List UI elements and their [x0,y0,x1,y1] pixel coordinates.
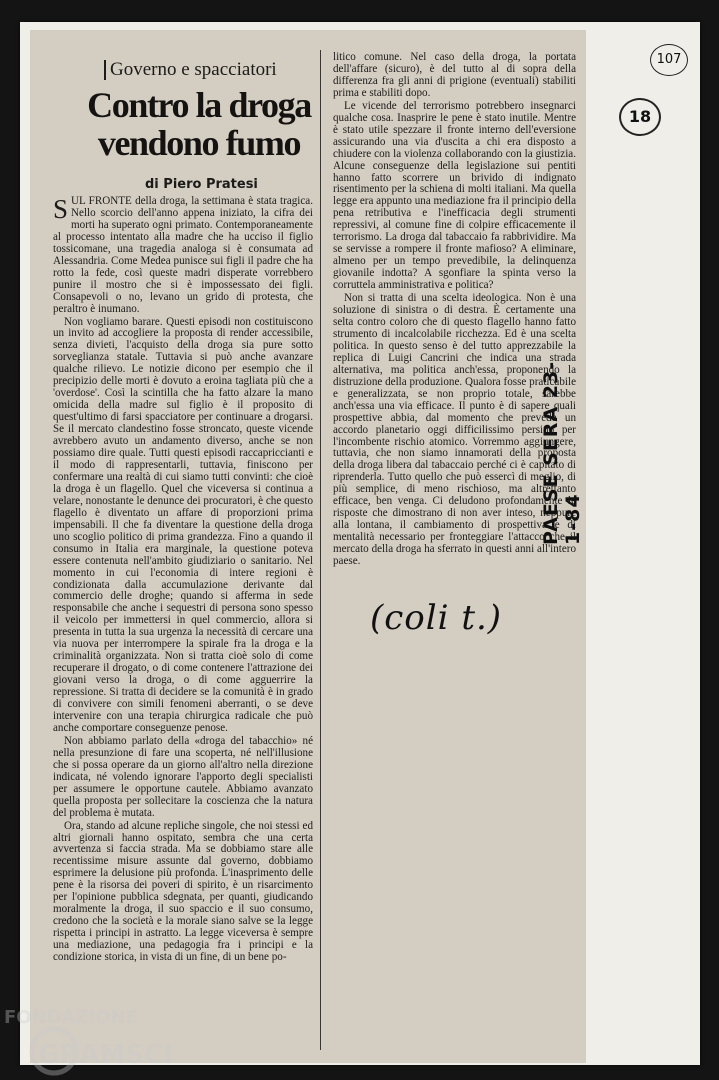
article-byline: di Piero Pratesi [145,177,258,192]
watermark-line-1: FONDAZIONE [4,1007,138,1028]
watermark-line-2: GRAMSCI [38,1040,173,1070]
article-paragraph: Non vogliamo barare. Questi episodi non costituiscono un invito ad accogliere la proposta di render accessibile, senza divieti, l'acquisto della droga sia pure sotto sorveglianza statale. Tuttavia si può anche avanzare qualche rilievo. Le notizie dicono per esempio che il precipizio delle morti è dovuto a eroina tagliata più che a 'overdose'. Così la scintilla che ha fatto alzare la mano omicida della madre sul figlio è il proposito di quest'ultimo di farsi spacciatore per continuare a drogarsi. Se il mercato clandestino fosse stroncato, queste vicende avrebbero avuto un andamento diverso, anche se non possiamo dire quale. Tutti questi episodi raccapriccianti e il modo di rappresentarli, tuttavia, finiscono per confermare una realtà di cui siamo tutti convinti: che cioè la droga è un flagello. Quel che viceversa si continua a velare, nonostante le denunce dei procuratori, è che questo flagello è diventato un affare di proporzioni prima impensabili. Il che fa diventare la questione della droga uno scoglio politico di prima grandezza. Fino a quando il consumo in Italia era marginale, la questione poteva essere contenuta nell'ambito giudiziario o sanitario. Nel momento in cui l'economia di intere regioni è condizionata dalla accumulazione derivante dal commercio delle droghe; quando si afferma in sede responsabile che anche i sequestri di persona sono spesso il veicolo per immettersi in quel commercio, allora si presenta in tutta la sua urgenza la necessità di cercare una via nuova per interrompere la spirale fra la droga e la criminalità organizzata. Non si tratta cioè solo di come recuperare il drogato, o di come contenere l'attrazione dei giovani verso la droga, o di come agguerrire la repressione. Si tratta di decidere se la comunità è in grado di convivere con simili fenomeni aberranti, o se deve intervenire con una terapia chirurgica radicale che può anche comportare conseguenze penose. [53,315,313,734]
article-paragraph: Non si tratta di una scelta ideologica. Non è una soluzione di sinistra o di destra. È certamente una selta contro coloro che di questo flagello hanno fatto strumento di incalcolabile ricchezza. Ed è una scelta politica. In questo senso è del tutto apprezzabile la replica di Luigi Cancrini che indica una strada alternativa, ma politica anch'essa, proponendo la distruzione della produzione. Qualora fosse praticabile e generalizzata, se non proprio totale, sarebbe anch'essa una via efficace. Il punto è di sapere quali prospettive abbia, dal momento che prevede un accordo planetario oggi difficilissimo persino per l'incombente rischio atomico. Vorremmo aggiungere, tuttavia, che non siamo innamorati della proposta della droga libera dal tabaccaio perché ci è capitato di riprenderla. Tutto quello che può essercì di meglio, di più semplice, di meno rischioso, ma altrettanto efficace, ben venga. Ci deludono profondamente le risposte che dimostrano di non aver inteso, neppure alla lontana, il cambiamento di prospettiva e di mentalità necessario per fronteggiare l'attacco che il mercato della droga ha sferrato in questi anni all'intero paese. [333,292,576,568]
article-column-1 [53,196,313,965]
article-paragraph [53,196,313,316]
fondazione-gramsci-watermark [4,1003,234,1079]
article-paragraph: Non abbiamo parlato della «droga del tabacchio» né nella presunzione di fare una scoperta, né nell'illusione che si possa operare da un giorno all'altro nella direzione indicata, né volendo ignorare l'apporto degli specialisti per assumere le opportune cautele. Abbiamo avanzato quella proposta per sollecitare la coscienza che la natura del problema è mutata. [53,734,313,819]
circled-archive-number: 107 [650,44,688,76]
column-rule [320,50,321,1050]
headline-line-2: vendono fumo [97,123,301,163]
handwritten-signature: (coli t.) [370,598,503,638]
article-kicker: Governo e spacciatori [104,60,277,80]
headline-line-1: Contro la droga [87,85,311,125]
article-paragraph: litico comune. Nel caso della droga, la portata dell'affare (sicuro), è del tutto al di sopra della differenza fra gli anni di prigione (eventuali) stabiliti prima e stabiliti dopo. [333,51,576,99]
watermark-logo-icon [4,1003,234,1079]
article-paragraph: Le vicende del terrorismo potrebbero insegnarci qualche cosa. Inasprire le pene è stato inutile. Mentre è stato utile spezzare il fronte interno dell'eversione assicurando una via d'uscita a chi era disposto a chiudere con la violenza collaborando con la giustizia. Alcune conseguenze della legislazione sui pentiti hanno fatto scorrere un brivido di indignato risentimento per la schiena di molti italiani. Ma quella legge era appunto una mediazione fra il principio della pena retributiva e l'inefficacia degli strumenti repressivi, al comune fine di colpire efficacemente il terrorismo. La droga dal tabaccaio fa rabbrividire. Ma se servisse a rompere il fronte mafioso? A eliminare, almeno per un tempo prevedibile, la delinquenza giovanile indotta? A sgonfiare la spinta verso la corruttela amministrativa e politica? [333,99,576,292]
handwritten-source-note: PAESE SERA 23-1-84 [540,360,584,545]
paragraph-text: UL FRONTE della droga, la settimana è stata tragica. Nello scorcio dell'anno appena iniziato, la cifra dei morti ha superato ogni primato. Contemporaneamente al processo intentato alla madre che ha ucciso il figlio tossicomane, una tragedia analoga si è consumata ad Alessandria. Come Medea punisce sui figli il padre che ha rotto la fede, così queste madri disperate vorrebbero punire il mostro che si è impossessato dei figli. Consapevoli o no, levano un grido di protesta, che peraltro è inumano. [53,195,313,315]
circled-page-number: 18 [619,98,661,136]
drop-cap: S [53,194,69,224]
article-paragraph: Ora, stando ad alcune repliche singole, che noi stessi ed altri giornali hanno ospitato, sembra che una certa avvertenza si faccia strada. Ma se dobbiamo stare alle recentissime misure assunte dal governo, dobbiamo esprimere la delusione più profonda. L'inasprimento delle pene è la risorsa dei poveri di spirito, è un risarcimento per l'opinione pubblica sdegnata, per quanti, giudicando moralmente la droga, il suo spaccio e il suo consumo, credono che la società e la morale siano salve se la legge rispetta i principi in astratto. La legge viceversa è sempre una mediazione, una pedagogia fra i principi e la condizione storica, in vista di un fine, di un bene po- [53,819,313,964]
article-headline [74,86,324,162]
